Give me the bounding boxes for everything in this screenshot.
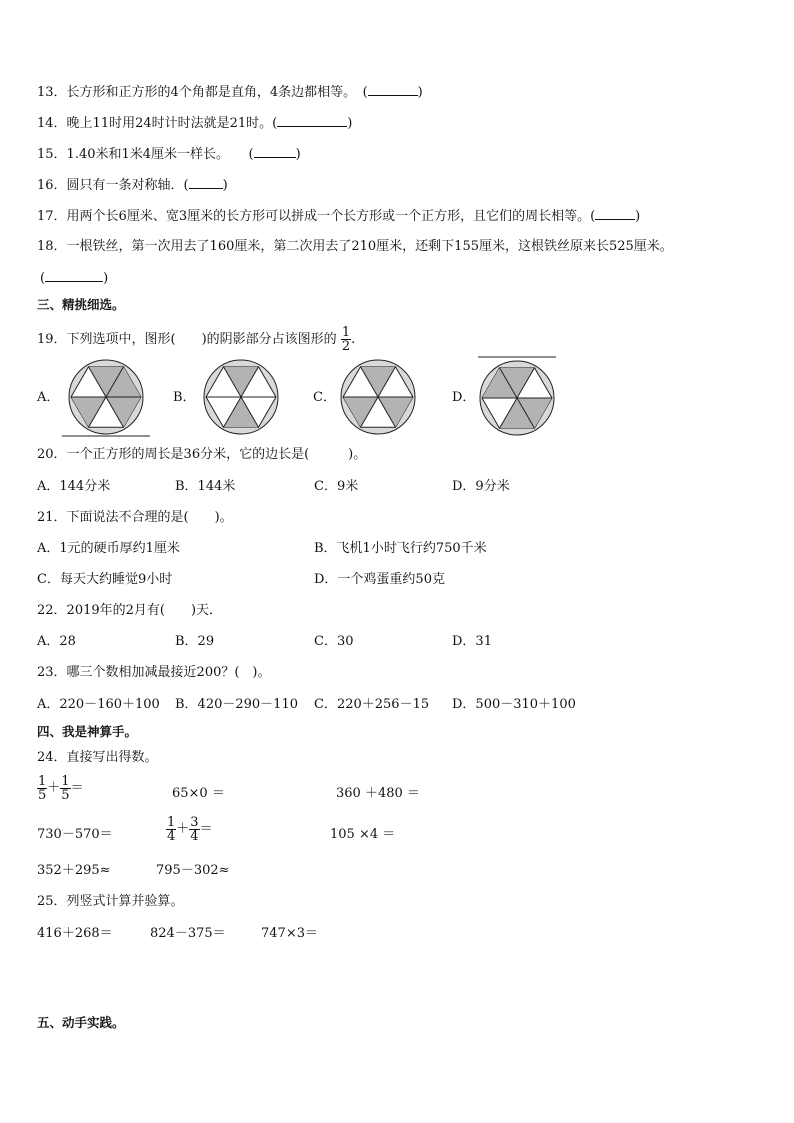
option-c[interactable]: C．30 [314,634,354,649]
question-19-end: . [351,332,356,347]
answer-blank[interactable] [254,145,296,158]
calc-item: 65×0 ＝ [172,786,225,801]
option-b[interactable]: B．飞机1小时飞行约750千米 [314,541,487,556]
option-d[interactable]: D．9分米 [452,479,510,494]
section-heading-5: 五、动手实践。 [37,1015,125,1030]
question-14-text: 14．晚上11时用24时计时法就是21时。( [37,116,278,131]
vertical-calc-item: 747×3＝ [261,926,318,941]
answer-blank[interactable] [189,176,223,189]
denominator: 4 [190,829,199,844]
option-a[interactable]: A．1元的硬币厚约1厘米 [37,541,180,556]
option-d[interactable]: D．500－310＋100 [452,697,576,712]
calc-item: 795－302≈ [156,863,230,878]
question-14 [37,114,352,133]
question-24: 24．直接写出得数。 [37,750,158,765]
calc-item: 352＋295≈ [37,863,111,878]
equals: ＝ [199,821,213,837]
fraction-half [341,326,351,353]
answer-blank[interactable] [45,269,103,282]
question-18-answer [40,269,108,288]
section-heading-4: 四、我是神算手。 [37,724,138,739]
figure-option-b[interactable] [198,357,284,439]
option-d[interactable]: D．一个鸡蛋重约50克 [314,572,445,587]
numerator: 1 [167,815,176,830]
option-label-a: A． [37,390,60,405]
figure-option-a[interactable] [60,357,152,439]
option-a[interactable]: A．220－160＋100 [37,697,160,712]
denominator: 5 [61,788,70,803]
answer-blank[interactable] [277,114,347,127]
option-c[interactable]: C．9米 [314,479,359,494]
answer-blank[interactable] [368,83,418,96]
calc-item: 730－570＝ [37,827,113,842]
numerator: 1 [38,774,47,789]
calc-item: 105 ×4 ＝ [330,827,396,842]
question-14-close: ) [347,116,353,131]
question-18-close: ) [103,271,109,286]
equals: ＝ [70,780,84,796]
question-16-text: 16．圆只有一条对称轴．( [37,178,189,193]
question-13-close: ) [417,85,423,100]
answer-blank[interactable] [595,207,635,220]
option-label-c: C． [313,390,336,405]
question-17-close: ) [635,209,641,224]
section-heading-3: 三、精挑细选。 [37,297,125,312]
question-19 [37,326,355,353]
option-d[interactable]: D．31 [452,634,492,649]
option-a[interactable]: A．144分米 [37,479,111,494]
question-25: 25．列竖式计算并验算。 [37,894,184,909]
option-c[interactable]: C．每天大约睡觉9小时 [37,572,173,587]
question-18-text: 18．一根铁丝，第一次用去了160厘米，第二次用去了210厘米，还剩下155厘米，这根铁丝原来长525厘米。 [37,239,673,254]
question-16 [37,176,228,195]
denominator: 4 [167,829,176,844]
question-18 [37,238,673,256]
figure-option-c[interactable] [335,357,421,439]
fraction-numerator: 1 [341,325,351,340]
option-b[interactable]: B．29 [175,634,215,649]
operator: ＋ [47,780,61,796]
question-15-text: 15．1.40米和1米4厘米一样长。 ( [37,147,254,162]
question-19-stem: 19．下列选项中，图形( )的阴影部分占该图形的 [37,332,337,347]
question-18-open: ( [40,271,46,286]
option-b[interactable]: B．144米 [175,479,236,494]
figure-option-d[interactable] [474,352,560,440]
question-22: 22．2019年的2月有( )天． [37,603,223,618]
numerator: 1 [61,774,70,789]
question-17 [37,207,640,226]
option-a[interactable]: A．28 [37,634,76,649]
denominator: 5 [38,788,47,803]
question-13-text: 13．长方形和正方形的4个角都是直角，4条边都相等。 ( [37,85,368,100]
calc-fraction-1 [37,775,84,802]
operator: ＋ [176,821,190,837]
question-17-text: 17．用两个长6厘米、宽3厘米的长方形可以拼成一个长方形或一个正方形，且它们的周长相等。( [37,209,596,224]
question-23: 23．哪三个数相加减最接近200？( )。 [37,665,271,680]
question-16-close: ) [222,178,228,193]
fraction-denominator: 2 [341,339,351,354]
option-b[interactable]: B．420－290－110 [175,697,298,712]
option-label-b: B． [173,390,196,405]
option-label-d: D． [452,390,476,405]
vertical-calc-item: 416＋268＝ [37,926,113,941]
option-c[interactable]: C．220＋256－15 [314,697,430,712]
question-13 [37,83,423,102]
question-21: 21．下面说法不合理的是( )。 [37,510,233,525]
calc-fraction-2 [166,816,213,843]
question-20: 20．一个正方形的周长是36分米，它的边长是( )。 [37,447,367,462]
calc-item: 360 ＋480 ＝ [336,786,420,801]
vertical-calc-item: 824－375＝ [150,926,226,941]
question-15 [37,145,301,164]
numerator: 3 [190,815,199,830]
question-15-close: ) [295,147,301,162]
